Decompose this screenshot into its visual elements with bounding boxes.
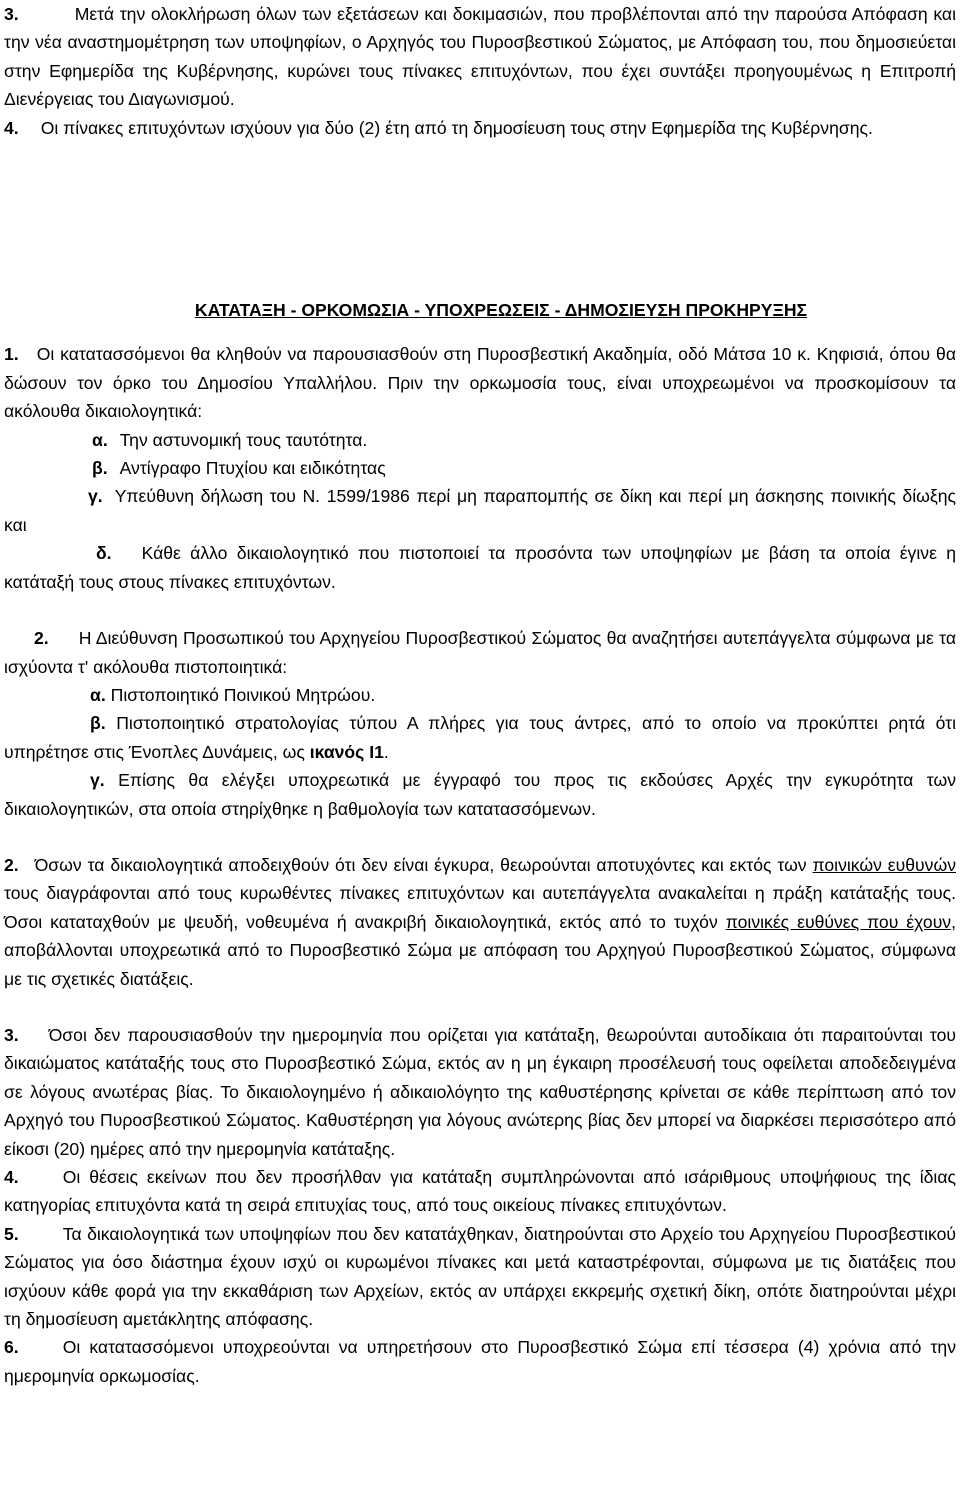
- section-heading: ΚΑΤΑΤΑΞΗ - ΟΡΚΟΜΩΣΙΑ - ΥΠΟΧΡΕΩΣΕΙΣ - ΔΗΜΟΣΙΕΥΣΗ ΠΡΟΚΗΡΥΞΗΣ: [194, 300, 808, 321]
- section-3: 3. Όσοι δεν παρουσιασθούν την ημερομηνία που ορίζεται για κατάταξη, θεωρούνται αυτοδίκαια ότι παραιτούνται του δικαιώματος κατάταξής τους στο Πυροσβεστικό Σώμα, εκτός αν η μη έγκαιρη προσέλευσή τους οφείλεται αποδεδειγμένα σε λόγους ανωτέρας βίας. Το δικαιολογημένο ή αδικαιολόγητο της καθυστέρησης κρίνεται σε κάθε περίπτωση από τον Αρχηγό του Πυροσβεστικού Σώματος. Καθυστέρηση για λόγους ανώτερης βίας δεν μπορεί να διαρκέσει περισσότερο από είκοσι (20) ημέρες από την ημερομηνία κατάταξης.: [4, 1024, 956, 1159]
- section-1: [4, 340, 956, 425]
- paragraph-4: [4, 114, 956, 142]
- paragraph-text: Οι κατατασσόμενοι θα κληθούν να παρουσιασθούν στη Πυροσβεστική Ακαδημία, οδό Μάτσα 10 κ. Κηφισιά, όπου θα δώσουν τον όρκο του Δημοσίου Υπαλλήλου. Πριν την ορκωμοσία τους, είναι υποχρεωμένοι να προσκομίσουν τα ακόλουθα δικαιολογητικά:: [4, 344, 956, 422]
- section-6: 6. Οι κατατασσόμενοι υποχρεούνται να υπηρετήσουν στο Πυροσβεστικό Σώμα επί τέσσερα (4) χρόνια από την ημερομηνία ορκωμοσίας.: [4, 1337, 956, 1386]
- section-2-item-a: α. Πιστοποιητικό Ποινικού Μητρώου.: [90, 684, 376, 705]
- paragraph-text: Οι πίνακες επιτυχόντων ισχύουν για δύο (2) έτη από τη δημοσίευση τους στην Εφημερίδα της Κυβέρνησης.: [40, 117, 873, 138]
- section-4: 4. Οι θέσεις εκείνων που δεν προσήλθαν για κατάταξη συμπληρώνονται από ισάριθμους υποψήφιους της ίδιας κατηγορίας επιτυχόντα κατά τη σειρά επιτυχίας τους, από τους οικείους πίνακες επιτυχόντων.: [4, 1167, 956, 1216]
- section-2b: 2. Όσων τα δικαιολογητικά αποδειχθούν ότι δεν είναι έγκυρα, θεωρούνται αποτυχόντες και εκτός των ποινικών ευθυνών τους διαγράφονται από τους κυρωθέντες πίνακες επιτυχόντων και αυτεπάγγελτα ανακαλείται η πράξη κατάταξής τους. Όσοι καταταχθούν με ψευδή, νοθευμένα ή ανακριβή δικαιολογητικά, εκτός από το τυχόν ποινικές ευθύνες που έχουν, αποβάλλονται υποχρεωτικά από το Πυροσβεστικό Σώμα με απόφαση του Αρχηγού Πυροσβεστικού Σώματος, σύμφωνα με τις σχετικές διατάξεις.: [4, 854, 956, 989]
- section-2-item-b: β. Πιστοποιητικό στρατολογίας τύπου Α πλήρες για τους άντρες, από το οποίο να προκύπτει ρητά ότι υπηρέτησε στις Ένοπλες Δυνάμεις, ως ικανός Ι1.: [4, 713, 957, 762]
- section-1-item-a: α. Την αστυνομική τους ταυτότητα.: [92, 429, 368, 450]
- section-2-item-c: γ. Επίσης θα ελέγξει υποχρεωτικά με έγγραφό του προς τις εκδούσες Αρχές την εγκυρότητα των δικαιολογητικών, στα οποία στηρίχθηκε η βαθμολογία των κατατασσόμενων.: [4, 770, 956, 819]
- paragraph-3: [4, 0, 956, 114]
- section-5: 5. Τα δικαιολογητικά των υποψηφίων που δεν κατατάχθηκαν, διατηρούνται στο Αρχείο του Αρχηγείου Πυροσβεστικού Σώματος για όσο διάστημα έχουν ισχύ οι κυρωμένοι πίνακες και μετά καταστρέφονται, σύμφωνα με τις διατάξεις που ισχύουν κάθε φορά για την εκκαθάριση των Αρχείων, εκτός αν υπάρχει εκκρεμής σχετική δίκη, οπότε διατηρούνται μέχρι τη δημοσίευση αμετάκλητης απόφασης.: [4, 1223, 956, 1330]
- paragraph-number: 1.: [4, 344, 19, 365]
- paragraph-number: 3.: [4, 4, 19, 24]
- section-2: 2. Η Διεύθυνση Προσωπικού του Αρχηγείου Πυροσβεστικού Σώματος θα αναζητήσει αυτεπάγγελτα σύμφωνα με τα ισχύοντα τ' ακόλουθα πιστοποιητικά:: [4, 628, 956, 677]
- section-1-item-b: β. Αντίγραφο Πτυχίου και ειδικότητας: [92, 458, 386, 479]
- section-1-item-d: δ. Κάθε άλλο δικαιολογητικό που πιστοποιεί τα προσόντα των υποψηφίων με βάση τα οποία έγινε η κατάταξή τους στους πίνακες επιτυχόντων.: [4, 543, 956, 592]
- paragraph-text: Μετά την ολοκλήρωση όλων των εξετάσεων και δοκιμασιών, που προβλέπονται από την παρούσα Απόφαση και την νέα αναστημομέτρηση των υποψηφίων, ο Αρχηγός του Πυροσβεστικού Σώματος, με Απόφαση του, που δημοσιεύεται στην Εφημερίδα της Κυβέρνησης, κυρώνει τους πίνακες επιτυχόντων, που έχει συντάξει προηγουμένως η Επιτροπή Διενέργειας του Διαγωνισμού.: [4, 4, 956, 110]
- section-1-item-c: γ. Υπεύθυνη δήλωση του Ν. 1599/1986 περί μη παραπομπής σε δίκη και περί μη άσκησης ποινικής δίωξης και: [4, 486, 956, 535]
- paragraph-number: 4.: [4, 117, 19, 138]
